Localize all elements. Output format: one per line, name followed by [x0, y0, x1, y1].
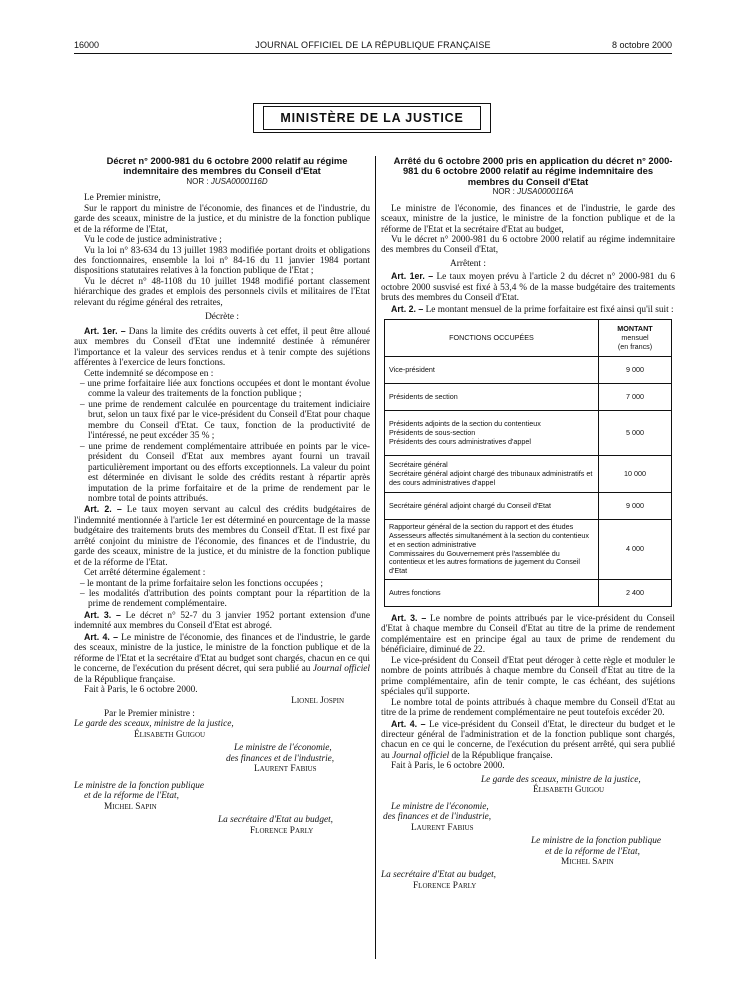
- order-art2: Art. 2. – Le montant mensuel de la prime forfaitaire est fixé ainsi qu'il suit :: [391, 303, 674, 315]
- order-art4: Art. 4. – Le vice-président du Conseil d'Etat, le directeur du budget et le directeur général de l'administration et de la fonction publique sont chargés, chacun en ce qui le concerne, de l'exécution du présent arrêté, qui sera publié au Journal officiel de la République française.: [381, 718, 675, 761]
- function-cell: [385, 357, 599, 384]
- table-row: [385, 384, 672, 411]
- order-sig3: Le ministre de la fonction publique et de la réforme de l'Etat, Michel Sapin: [531, 836, 662, 867]
- journal-title: JOURNAL OFFICIEL DE LA RÉPUBLIQUE FRANÇAISE: [255, 40, 491, 50]
- amount-cell: 4 000: [599, 520, 672, 580]
- function-line: Commissaires du Gouvernement près l'assemblée du contentieux et les autres formations de jugement du Conseil d'Etat: [389, 548, 580, 576]
- order-nor: NOR : JUSA0000116A: [492, 187, 574, 197]
- function-line: Présidents de section: [389, 391, 458, 401]
- issue-date: 8 octobre 2000: [611, 40, 672, 50]
- amount-cell: 2 400: [599, 579, 672, 606]
- order-p1: Le ministre de l'économie, des finances et de l'industrie, le garde des sceaux, ministre de la justice, le ministre de la fonction publique et de la réforme de l'Etat et la secrétaire d'Etat au budget,: [381, 203, 675, 235]
- decree-decrete: Décrète :: [205, 312, 239, 323]
- decree-art1-intro: Cette indemnité se décompose en :: [84, 368, 214, 379]
- order-art3-b: Le vice-président du Conseil d'Etat peut déroger à cette règle et moduler le nombre de points attribués à chaque membre du Conseil d'Etat au titre de la prime complémentaire, afin de tenir compte, le cas échéant, des sujétions spéciales qu'il supporte.: [381, 655, 675, 698]
- order-sig4: La secrétaire d'Etat au budget, Florence Parly: [381, 870, 496, 891]
- decree-fait: Fait à Paris, le 6 octobre 2000.: [84, 685, 198, 696]
- order-sig2: Le ministre de l'économie, des finances et de l'industrie, Laurent Fabius: [383, 801, 492, 833]
- order-title: Arrêté du 6 octobre 2000 pris en application du décret n° 2000-981 du 6 octobre 2000 relatif au régime indemnitaire des membres du Conseil d'Etat: [393, 155, 673, 187]
- table-row: [385, 493, 672, 520]
- amount-cell: 9 000: [599, 493, 672, 520]
- function-line: Secrétaire général: [389, 460, 448, 469]
- decree-art1: Art. 1er. – Dans la limite des crédits ouverts à cet effet, il peut être alloué aux membres du Conseil d'Etat une indemnité destinée à rémunérer l'importance et la valeur des services rendus et à tenir compte des sujétions afférentes à l'exercice de leurs fonctions.: [74, 325, 370, 369]
- page-number: 16000: [74, 40, 100, 50]
- decree-art1-item1: – une prime forfaitaire liée aux fonctions occupées et dont le montant évolue comme la valeur des traitements de la fonction publique ;: [80, 378, 370, 400]
- function-line: Présidents adjoints de la section du contentieux: [389, 419, 541, 428]
- decree-p1: Le Premier ministre,: [84, 193, 161, 204]
- table-row: [385, 456, 672, 493]
- col-functions-header: FONCTIONS OCCUPÉES: [385, 320, 599, 357]
- function-line: Vice-président: [389, 364, 435, 374]
- decree-art2-intro: Cet arrêté détermine également :: [84, 568, 206, 579]
- header-rule: [74, 53, 672, 54]
- order-arretent: Arrêtent :: [450, 258, 486, 269]
- allowance-table: [384, 319, 672, 607]
- order-p2: Vu le décret n° 2000-981 du 6 octobre 2000 relatif au régime indemnitaire des membres du Conseil d'Etat,: [381, 235, 675, 256]
- decree-sig2: Le ministre de l'économie, des finances et de l'industrie, Laurent Fabius: [226, 743, 335, 775]
- decree-p3: Vu le code de justice administrative ;: [84, 235, 222, 246]
- decree-art3: Art. 3. – Le décret n° 52-7 du 3 janvier 1952 portant extension d'une indemnité aux membres du Conseil d'Etat est abrogé.: [74, 609, 370, 632]
- decree-column: [74, 156, 370, 836]
- table-row: [385, 520, 672, 580]
- table-row: [385, 411, 672, 456]
- col-amount-header: MONTANT mensuel (en francs): [599, 320, 672, 357]
- function-cell: [385, 456, 599, 493]
- page-header: [74, 40, 672, 52]
- order-sig1: Le garde des sceaux, ministre de la justice, Élisabeth Guigou: [481, 774, 641, 796]
- amount-cell: 10 000: [599, 456, 672, 493]
- function-line: Assesseurs affectés simultanément à la section du contentieux et en section administrative: [389, 531, 590, 549]
- order-art3-c: Le nombre total de points attribués à chaque membre du Conseil d'Etat au titre de la prime de rendement complémentaire ne peut toutefois excéder 20.: [381, 697, 675, 719]
- column-separator: [375, 156, 376, 959]
- order-fait: Fait à Paris, le 6 octobre 2000.: [391, 761, 505, 772]
- function-line: Autres fonctions: [389, 587, 441, 597]
- order-art3: Art. 3. – Le nombre de points attribués par le vice-président du Conseil d'Etat à chaque membre du Conseil d'Etat au titre de la prime de rendement complémentaire est en principe égal au taux de prime de rendement du bénéficiaire, diminué de 22.: [381, 612, 675, 656]
- decree-sig4: La secrétaire d'Etat au budget, Florence Parly: [218, 815, 333, 836]
- decree-par: Par le Premier ministre :: [104, 709, 195, 720]
- amount-cell: 9 000: [599, 357, 672, 384]
- decree-title: Décret n° 2000-981 du 6 octobre 2000 relatif au régime indemnitaire des membres du Conseil d'Etat: [106, 155, 348, 177]
- decree-nor: NOR : JUSA0000116D: [186, 176, 268, 186]
- decree-p5: Vu le décret n° 48-1108 du 10 juillet 1948 modifié portant classement hiérarchique des grades et emplois des personnels civils et militaires de l'Etat relevant du régime général des retraites,: [74, 276, 370, 308]
- order-art1: Art. 1er. – Le taux moyen prévu à l'article 2 du décret n° 2000-981 du 6 octobre 2000 susvisé est fixé à 53,4 % de la masse budgétaire des traitements bruts des membres du Conseil d'Etat.: [381, 271, 675, 304]
- table-row: [385, 579, 672, 606]
- table-row: [385, 357, 672, 384]
- function-cell: [385, 520, 599, 580]
- function-line: Secrétaire général adjoint chargé des tribunaux administratifs et des cours administratives d'appel: [389, 468, 593, 487]
- function-line: Présidents des cours administratives d'appel: [389, 436, 531, 446]
- decree-art1-item3: – une prime de rendement complémentaire attribuée en points par le vice-président du Conseil d'Etat aux membres ayant fourni un travail particulièrement important ou des efforts exceptionnels. La valeur du point est déterminée en divisant le solde des crédits restant à répartir après imputation de la prime forfaitaire et de la prime de rendement par le nombre total de points attribués.: [80, 441, 370, 504]
- decree-p4: Vu la loi n° 83-634 du 13 juillet 1983 modifiée portant droits et obligations des fonctionnaires, ensemble la loi n° 84-16 du 11 janvier 1984 portant dispositions statutaires relatives à la fonction publique de l'Etat ;: [74, 245, 370, 277]
- function-cell: [385, 411, 599, 456]
- decree-art2-item2: – les modalités d'attribution des points comptant pour la répartition de la prime de rendement complémentaire.: [80, 589, 370, 610]
- function-line: Présidents de sous-section: [389, 427, 476, 437]
- ministry-title: MINISTÈRE DE LA JUSTICE: [263, 106, 480, 130]
- ministry-box: [253, 103, 491, 133]
- decree-art1-item2: – une prime de rendement calculée en pourcentage du traitement indiciaire brut, selon un taux fixé par le vice-président du Conseil d'Etat pour chaque membre du Conseil d'Etat. Ce taux, fonction de la productivité de l'intéressé, ne peut excéder 35 % ;: [80, 399, 370, 442]
- decree-sig3: Le ministre de la fonction publique et de la réforme de l'Etat, Michel Sapin: [74, 780, 205, 812]
- function-cell: [385, 579, 599, 606]
- decree-art4: Art. 4. – Le ministre de l'économie, des finances et de l'industrie, le garde des sceaux, ministre de la justice, le ministre de la fonction publique et de la réforme de l'Etat et la secrétaire d'Etat au budget sont chargés, chacun en ce qui le concerne, de l'exécution du présent décret, qui sera publié au Journal officiel de la République française.: [74, 631, 371, 685]
- order-column: [381, 156, 675, 891]
- decree-sig-pm: Lionel Jospin: [291, 695, 344, 706]
- function-cell: [385, 493, 599, 520]
- decree-sig1-role: Le garde des sceaux, ministre de la justice,: [74, 719, 234, 730]
- amount-cell: 7 000: [599, 384, 672, 411]
- decree-sig1-name: Élisabeth Guigou: [134, 729, 206, 740]
- function-cell: [385, 384, 599, 411]
- decree-p2: Sur le rapport du ministre de l'économie, des finances et de l'industrie, du garde des sceaux, ministre de la justice, et du ministre de la fonction publique et de la réforme de l'Etat,: [74, 203, 370, 235]
- table-header-row: [385, 320, 672, 357]
- function-line: Rapporteur général de la section du rapport et des études: [389, 522, 574, 532]
- amount-cell: 5 000: [599, 411, 672, 456]
- decree-art2-item1: – le montant de la prime forfaitaire selon les fonctions occupées ;: [80, 578, 323, 589]
- function-line: Secrétaire général adjoint chargé du Conseil d'Etat: [389, 500, 551, 510]
- decree-art2: Art. 2. – Le taux moyen servant au calcul des crédits budgétaires de l'indemnité mentionnée à l'article 1er est déterminé en pourcentage de la masse budgétaire des traitements bruts des membres du Conseil d'Etat. Il est fixé par arrêté conjoint du ministre de l'économie, des finances et de l'industrie, du garde des sceaux, ministre de la justice, et du ministre de la fonction publique et de la réforme de l'Etat.: [74, 504, 370, 568]
